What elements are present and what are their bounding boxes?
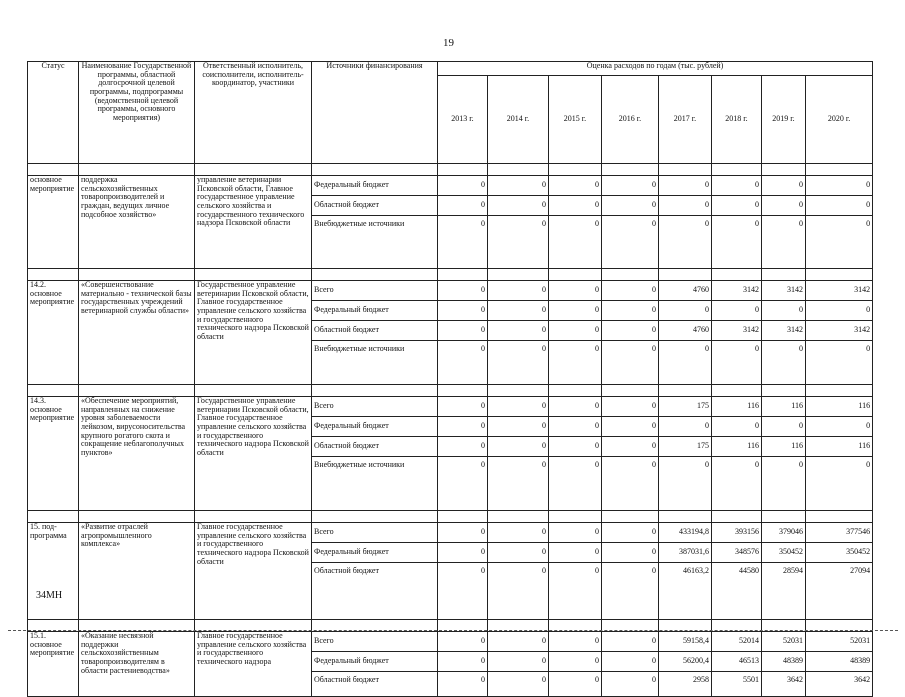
amount-cell: 3142 [762, 321, 806, 341]
year-header: 2016 г. [602, 76, 659, 164]
amount-cell: 0 [549, 176, 602, 196]
amount-cell: 0 [602, 176, 659, 196]
amount-cell: 0 [602, 652, 659, 672]
amount-cell: 0 [438, 632, 488, 652]
amount-cell: 0 [659, 457, 712, 511]
amount-cell: 116 [806, 397, 873, 417]
amount-cell: 0 [602, 543, 659, 563]
amount-cell: 0 [488, 216, 549, 269]
amount-cell: 0 [549, 672, 602, 697]
amount-cell: 0 [549, 281, 602, 301]
amount-cell: 0 [806, 341, 873, 385]
funding-source: Всего [312, 632, 438, 652]
amount-cell: 0 [488, 672, 549, 697]
amount-cell: 56200,4 [659, 652, 712, 672]
amount-cell: 0 [438, 563, 488, 620]
block-status: 15. под-программа [28, 523, 79, 620]
year-header: 2017 г. [659, 76, 712, 164]
amount-cell: 52031 [806, 632, 873, 652]
amount-cell: 0 [438, 652, 488, 672]
amount-cell: 0 [438, 543, 488, 563]
table-row [28, 176, 873, 196]
amount-cell: 0 [602, 457, 659, 511]
amount-cell: 0 [488, 563, 549, 620]
header-sources: Источники финансирования [312, 62, 438, 164]
amount-cell: 0 [488, 543, 549, 563]
amount-cell: 0 [659, 341, 712, 385]
block-spacer [28, 385, 873, 397]
amount-cell: 0 [712, 196, 762, 216]
amount-cell: 0 [549, 523, 602, 543]
block-name: «Развитие отраслей агропромышленного комплекса» [79, 523, 195, 620]
amount-cell: 350452 [806, 543, 873, 563]
amount-cell: 3642 [806, 672, 873, 697]
funding-source: Федеральный бюджет [312, 543, 438, 563]
amount-cell: 0 [762, 196, 806, 216]
amount-cell: 46163,2 [659, 563, 712, 620]
block-spacer [28, 511, 873, 523]
block-responsible: Главное государственное управление сельского хозяйства и государственного технического надзора Псковской области [195, 523, 312, 620]
footer-code: 34МН [36, 590, 63, 601]
amount-cell: 0 [602, 281, 659, 301]
amount-cell: 0 [438, 321, 488, 341]
page-number: 19 [443, 37, 454, 49]
amount-cell: 0 [549, 216, 602, 269]
amount-cell: 0 [549, 397, 602, 417]
block-name: поддержка сельскохозяйственных товаропроизводителей и граждан, ведущих личное подсобное хозяйство» [79, 176, 195, 269]
amount-cell: 0 [602, 341, 659, 385]
amount-cell: 3142 [806, 281, 873, 301]
amount-cell: 0 [549, 543, 602, 563]
year-header: 2015 г. [549, 76, 602, 164]
block-status: 15.1. основное мероприятие [28, 632, 79, 697]
amount-cell: 0 [602, 301, 659, 321]
amount-cell: 0 [488, 523, 549, 543]
block-responsible: Государственное управление ветеринарии Псковской области, Главное государственное управление сельского хозяйства и государственного технического надзора Псковской области [195, 281, 312, 385]
funding-source: Областной бюджет [312, 196, 438, 216]
header-estimate: Оценка расходов по годам (тыс. рублей) [438, 62, 873, 76]
amount-cell: 0 [549, 417, 602, 437]
amount-cell: 0 [712, 417, 762, 437]
amount-cell: 0 [806, 417, 873, 437]
year-header: 2019 г. [762, 76, 806, 164]
amount-cell: 0 [762, 216, 806, 269]
funding-source: Федеральный бюджет [312, 652, 438, 672]
year-header: 2018 г. [712, 76, 762, 164]
block-responsible: управление ветеринарии Псковской области, Главное государственное управление сельского хозяйства и государственного технического надзора Псковской области [195, 176, 312, 269]
block-spacer [28, 269, 873, 281]
amount-cell: 0 [438, 176, 488, 196]
amount-cell: 46513 [712, 652, 762, 672]
amount-cell: 0 [549, 437, 602, 457]
amount-cell: 59158,4 [659, 632, 712, 652]
amount-cell: 0 [602, 437, 659, 457]
budget-table [27, 61, 873, 697]
amount-cell: 0 [438, 457, 488, 511]
funding-source: Федеральный бюджет [312, 176, 438, 196]
amount-cell: 0 [549, 652, 602, 672]
amount-cell: 0 [488, 632, 549, 652]
amount-cell: 348576 [712, 543, 762, 563]
table-row [28, 632, 873, 652]
amount-cell: 0 [438, 341, 488, 385]
amount-cell: 0 [488, 176, 549, 196]
amount-cell: 0 [806, 216, 873, 269]
funding-source: Внебюджетные источники [312, 341, 438, 385]
amount-cell: 0 [762, 341, 806, 385]
funding-source: Федеральный бюджет [312, 417, 438, 437]
amount-cell: 0 [549, 301, 602, 321]
block-name: «Совершенствование материально - технической базы государственных учреждений ветеринарной службы области» [79, 281, 195, 385]
amount-cell: 0 [712, 176, 762, 196]
amount-cell: 350452 [762, 543, 806, 563]
table-row [28, 523, 873, 543]
amount-cell: 0 [602, 321, 659, 341]
block-status: основное мероприятие [28, 176, 79, 269]
table-row [28, 281, 873, 301]
header-status: Статус [28, 62, 79, 164]
amount-cell: 0 [602, 672, 659, 697]
amount-cell: 0 [659, 301, 712, 321]
amount-cell: 116 [762, 397, 806, 417]
funding-source: Областной бюджет [312, 321, 438, 341]
amount-cell: 0 [602, 397, 659, 417]
amount-cell: 28594 [762, 563, 806, 620]
amount-cell: 0 [806, 457, 873, 511]
amount-cell: 0 [712, 341, 762, 385]
block-status: 14.3. основное мероприятие [28, 397, 79, 511]
amount-cell: 0 [549, 563, 602, 620]
amount-cell: 0 [806, 301, 873, 321]
amount-cell: 0 [549, 457, 602, 511]
amount-cell: 0 [438, 437, 488, 457]
amount-cell: 0 [602, 216, 659, 269]
amount-cell: 0 [659, 196, 712, 216]
funding-source: Внебюджетные источники [312, 457, 438, 511]
bottom-rule [8, 630, 898, 631]
amount-cell: 116 [762, 437, 806, 457]
amount-cell: 2958 [659, 672, 712, 697]
amount-cell: 0 [602, 563, 659, 620]
amount-cell: 0 [549, 196, 602, 216]
funding-source: Областной бюджет [312, 437, 438, 457]
amount-cell: 4760 [659, 321, 712, 341]
amount-cell: 0 [438, 672, 488, 697]
amount-cell: 0 [488, 341, 549, 385]
amount-cell: 0 [549, 321, 602, 341]
amount-cell: 0 [488, 321, 549, 341]
amount-cell: 27094 [806, 563, 873, 620]
block-name: «Оказание несвязной поддержки сельскохозяйственным товаропроизводителям в области растениеводства» [79, 632, 195, 697]
amount-cell: 0 [488, 281, 549, 301]
amount-cell: 0 [549, 632, 602, 652]
amount-cell: 116 [712, 437, 762, 457]
amount-cell: 4760 [659, 281, 712, 301]
funding-source: Всего [312, 281, 438, 301]
amount-cell: 0 [762, 176, 806, 196]
amount-cell: 0 [438, 301, 488, 321]
amount-cell: 52014 [712, 632, 762, 652]
amount-cell: 0 [712, 457, 762, 511]
amount-cell: 116 [806, 437, 873, 457]
amount-cell: 44580 [712, 563, 762, 620]
block-responsible: Государственное управление ветеринарии Псковской области, Главное государственное управление сельского хозяйства и государственного технического надзора Псковской области [195, 397, 312, 511]
table-row [28, 397, 873, 417]
amount-cell: 0 [488, 301, 549, 321]
amount-cell: 387031,6 [659, 543, 712, 563]
amount-cell: 0 [659, 216, 712, 269]
amount-cell: 48389 [806, 652, 873, 672]
amount-cell: 0 [659, 176, 712, 196]
amount-cell: 0 [602, 523, 659, 543]
amount-cell: 0 [488, 457, 549, 511]
amount-cell: 0 [659, 417, 712, 437]
amount-cell: 0 [488, 196, 549, 216]
amount-cell: 3142 [712, 281, 762, 301]
funding-source: Внебюджетные источники [312, 216, 438, 269]
amount-cell: 0 [438, 216, 488, 269]
amount-cell: 0 [438, 397, 488, 417]
amount-cell: 175 [659, 397, 712, 417]
amount-cell: 0 [762, 417, 806, 437]
funding-source: Всего [312, 523, 438, 543]
funding-source: Всего [312, 397, 438, 417]
amount-cell: 0 [806, 196, 873, 216]
block-status: 14.2. основное мероприятие [28, 281, 79, 385]
amount-cell: 393156 [712, 523, 762, 543]
amount-cell: 0 [488, 652, 549, 672]
amount-cell: 0 [806, 176, 873, 196]
amount-cell: 0 [438, 417, 488, 437]
amount-cell: 0 [488, 437, 549, 457]
amount-cell: 0 [488, 397, 549, 417]
funding-source: Областной бюджет [312, 672, 438, 697]
year-header: 2013 г. [438, 76, 488, 164]
amount-cell: 5501 [712, 672, 762, 697]
amount-cell: 433194,8 [659, 523, 712, 543]
amount-cell: 0 [438, 281, 488, 301]
amount-cell: 48389 [762, 652, 806, 672]
amount-cell: 377546 [806, 523, 873, 543]
amount-cell: 0 [762, 457, 806, 511]
year-header: 2020 г. [806, 76, 873, 164]
amount-cell: 52031 [762, 632, 806, 652]
header-name: Наименование Государственной программы, областной долгосрочной целевой программы, подпрограммы (ведомственной целевой программы, основного мероприятия) [79, 62, 195, 164]
amount-cell: 0 [602, 417, 659, 437]
amount-cell: 0 [602, 632, 659, 652]
amount-cell: 175 [659, 437, 712, 457]
amount-cell: 0 [438, 196, 488, 216]
amount-cell: 0 [602, 196, 659, 216]
amount-cell: 379046 [762, 523, 806, 543]
amount-cell: 3142 [712, 321, 762, 341]
header-responsible: Ответственный исполнитель, соисполнители, исполнитель-координатор, участники [195, 62, 312, 164]
amount-cell: 0 [712, 301, 762, 321]
year-header: 2014 г. [488, 76, 549, 164]
amount-cell: 0 [488, 417, 549, 437]
block-name: «Обеспечение мероприятий, направленных на снижение уровня заболеваемости лейкозом, вирусоносительства крупного рогатого скота и сокращение неблагополучных пунктов» [79, 397, 195, 511]
amount-cell: 0 [762, 301, 806, 321]
amount-cell: 0 [712, 216, 762, 269]
amount-cell: 3642 [762, 672, 806, 697]
funding-source: Областной бюджет [312, 563, 438, 620]
amount-cell: 3142 [806, 321, 873, 341]
block-responsible: Главное государственное управление сельского хозяйства и государственного технического надзора [195, 632, 312, 697]
amount-cell: 0 [438, 523, 488, 543]
block-spacer [28, 164, 873, 176]
amount-cell: 0 [549, 341, 602, 385]
amount-cell: 3142 [762, 281, 806, 301]
amount-cell: 116 [712, 397, 762, 417]
funding-source: Федеральный бюджет [312, 301, 438, 321]
